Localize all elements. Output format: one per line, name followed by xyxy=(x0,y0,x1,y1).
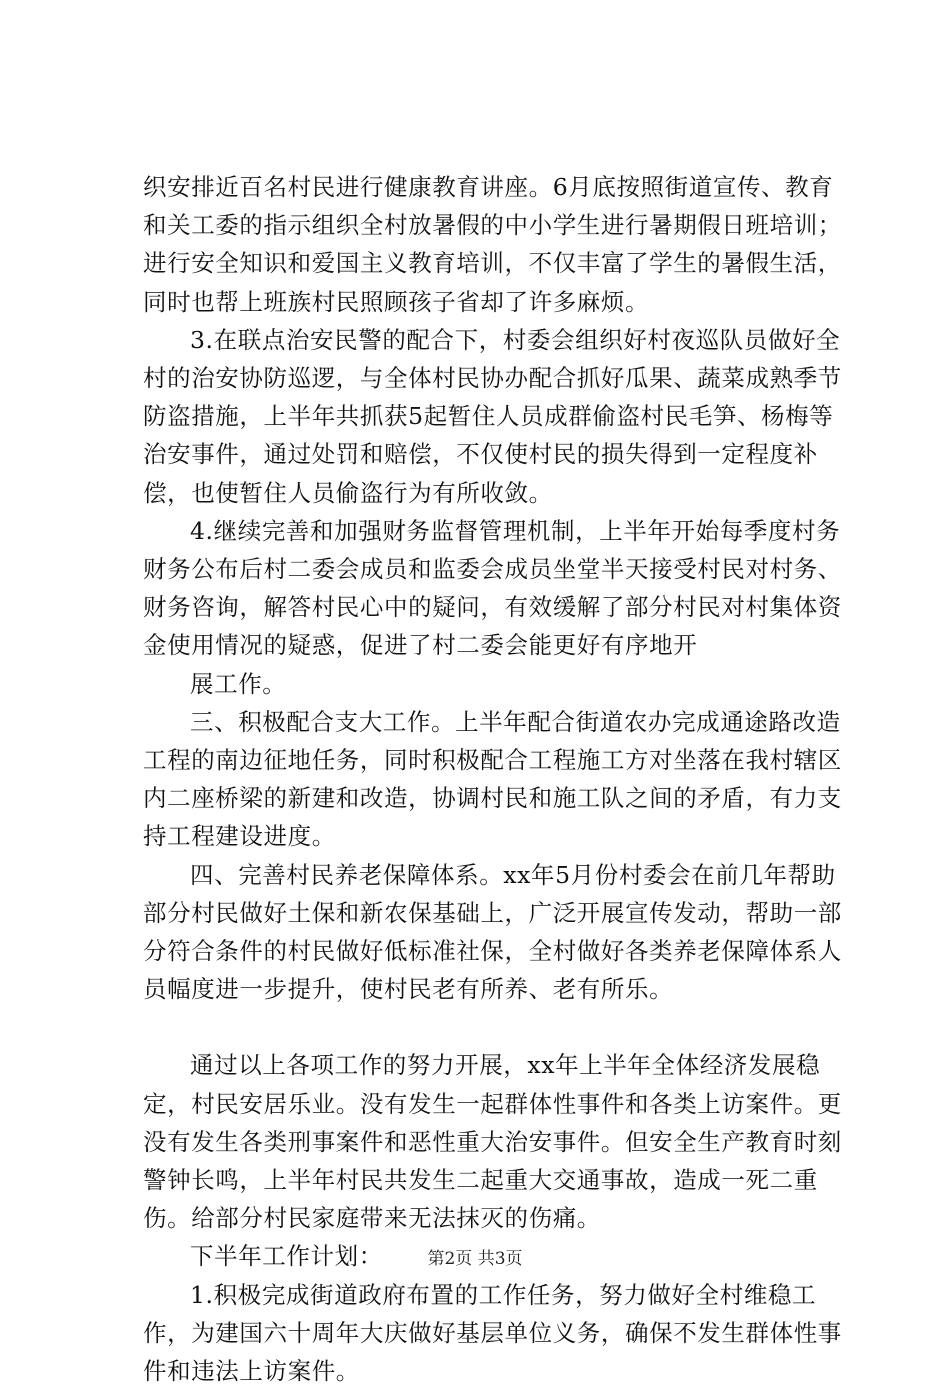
paragraph-item-4-tail: 展工作。 xyxy=(190,669,287,698)
paragraph-item-3: 3.在联点治安民警的配合下，村委会组织好村夜巡队员做好全村的治安协防巡逻，与全体村民协办配合抓好瓜果、蔬菜成熟季节防盗措施，上半年共抓获5起暂住人员成群偷盗村民毛笋、杨梅等治安事件，通过处罚和赔偿，不仅使村民的损失得到一定程度补偿，也使暂住人员偷盗行为有所收敛。 xyxy=(143,325,842,507)
paragraph-plan-item-1: 1.积极完成街道政府布置的工作任务，努力做好全村维稳工作，为建国六十周年大庆做好基层单位义务，确保不发生群体性事件和违法上访案件。 xyxy=(143,1280,842,1386)
paragraph-continued: 织安排近百名村民进行健康教育讲座。6月底按照街道宣传、教育和关工委的指示组织全村放暑假的中小学生进行暑期假日班培训；进行安全知识和爱国主义教育培训，不仅丰富了学生的暑假生活，同时也帮上班族村民照顾孩子省却了许多麻烦。 xyxy=(143,173,842,316)
paragraph-section-4: 四、完善村民养老保障体系。xx年5月份村委会在前几年帮助部分村民做好土保和新农保基础上，广泛开展宣传发动，帮助一部分符合条件的村民做好低标准社保，全村做好各类养老保障体系人员幅度进一步提升，使村民老有所养、老有所乐。 xyxy=(143,860,842,1004)
page-footer: 第2页 共3页 xyxy=(427,1249,523,1269)
paragraph-gap xyxy=(143,1008,843,1046)
paragraph-plan-heading: 下半年工作计划： xyxy=(190,1242,383,1271)
paragraph-summary: 通过以上各项工作的努力开展，xx年上半年全体经济发展稳定，村民安居乐业。没有发生一起群体性事件和各类上访案件。更没有发生各类刑事案件和恶性重大治安事件。但安全生产教育时刻警钟长鸣，上半年村民共发生二起重大交通事故，造成一死二重伤。给部分村民家庭带来无法抹灭的伤痛。 xyxy=(143,1051,842,1233)
paragraph-item-4: 4.继续完善和加强财务监督管理机制，上半年开始每季度村务财务公布后村二委会成员和监委会成员坐堂半天接受村民对村务、财务咨询，解答村民心中的疑问，有效缓解了部分村民对村集体资金使用情况的疑惑，促进了村二委会能更好有序地开 xyxy=(143,516,842,660)
document-body xyxy=(143,168,843,1390)
paragraph-section-3: 三、积极配合支大工作。上半年配合街道农办完成通途路改造工程的南边征地任务，同时积极配合工程施工方对坐落在我村辖区内二座桥梁的新建和改造，协调村民和施工队之间的矛盾，有力支持工程建设进度。 xyxy=(143,707,842,851)
